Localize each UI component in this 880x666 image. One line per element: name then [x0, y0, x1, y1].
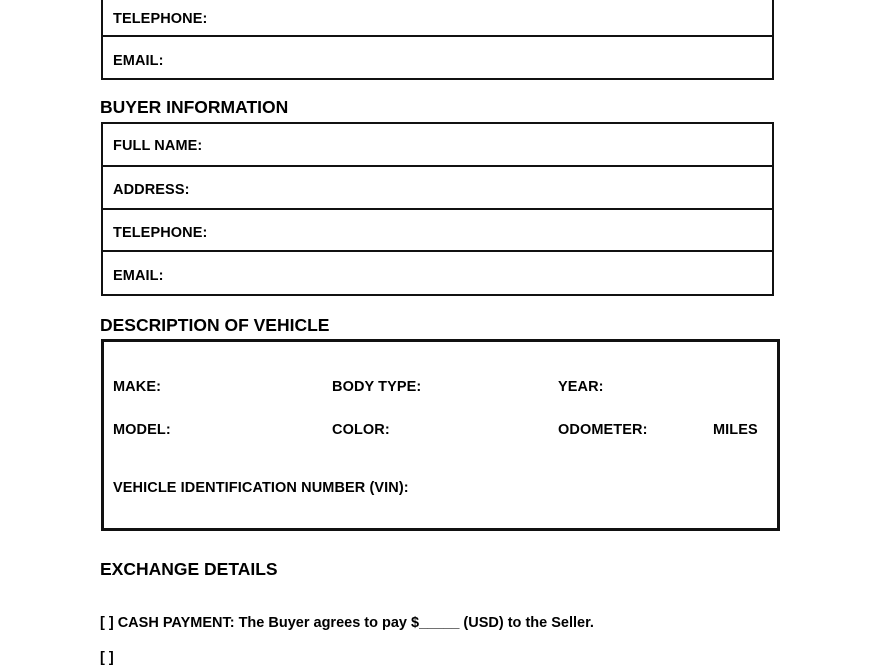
vin-label: VEHICLE IDENTIFICATION NUMBER (VIN): — [113, 480, 409, 496]
buyer-email-field[interactable] — [101, 250, 774, 296]
exchange-section-title: EXCHANGE DETAILS — [100, 559, 278, 579]
odometer-label: ODOMETER: — [558, 422, 648, 438]
buyer-section-title: BUYER INFORMATION — [100, 97, 289, 117]
buyer-telephone-label: TELEPHONE: — [113, 225, 208, 241]
vehicle-section-title: DESCRIPTION OF VEHICLE — [100, 315, 330, 335]
seller-telephone-field[interactable] — [101, 0, 774, 37]
model-label: MODEL: — [113, 422, 171, 438]
buyer-address-field[interactable] — [101, 165, 774, 210]
year-label: YEAR: — [558, 379, 604, 395]
buyer-full-name-label: FULL NAME: — [113, 138, 203, 154]
buyer-address-label: ADDRESS: — [113, 182, 190, 198]
buyer-full-name-field[interactable] — [101, 122, 774, 167]
cash-payment-option[interactable]: [ ] CASH PAYMENT: The Buyer agrees to pay $_____ (USD) to the Seller. — [100, 615, 594, 631]
next-exchange-option-partial[interactable]: [ ] — [100, 650, 114, 666]
seller-email-field[interactable] — [101, 35, 774, 80]
seller-email-label: EMAIL: — [113, 53, 164, 69]
buyer-email-label: EMAIL: — [113, 268, 164, 284]
seller-telephone-label: TELEPHONE: — [113, 11, 208, 27]
body-type-label: BODY TYPE: — [332, 379, 422, 395]
make-label: MAKE: — [113, 379, 162, 395]
vehicle-description-box — [101, 339, 780, 531]
color-label: COLOR: — [332, 422, 390, 438]
buyer-telephone-field[interactable] — [101, 208, 774, 252]
miles-label: MILES — [713, 422, 758, 438]
